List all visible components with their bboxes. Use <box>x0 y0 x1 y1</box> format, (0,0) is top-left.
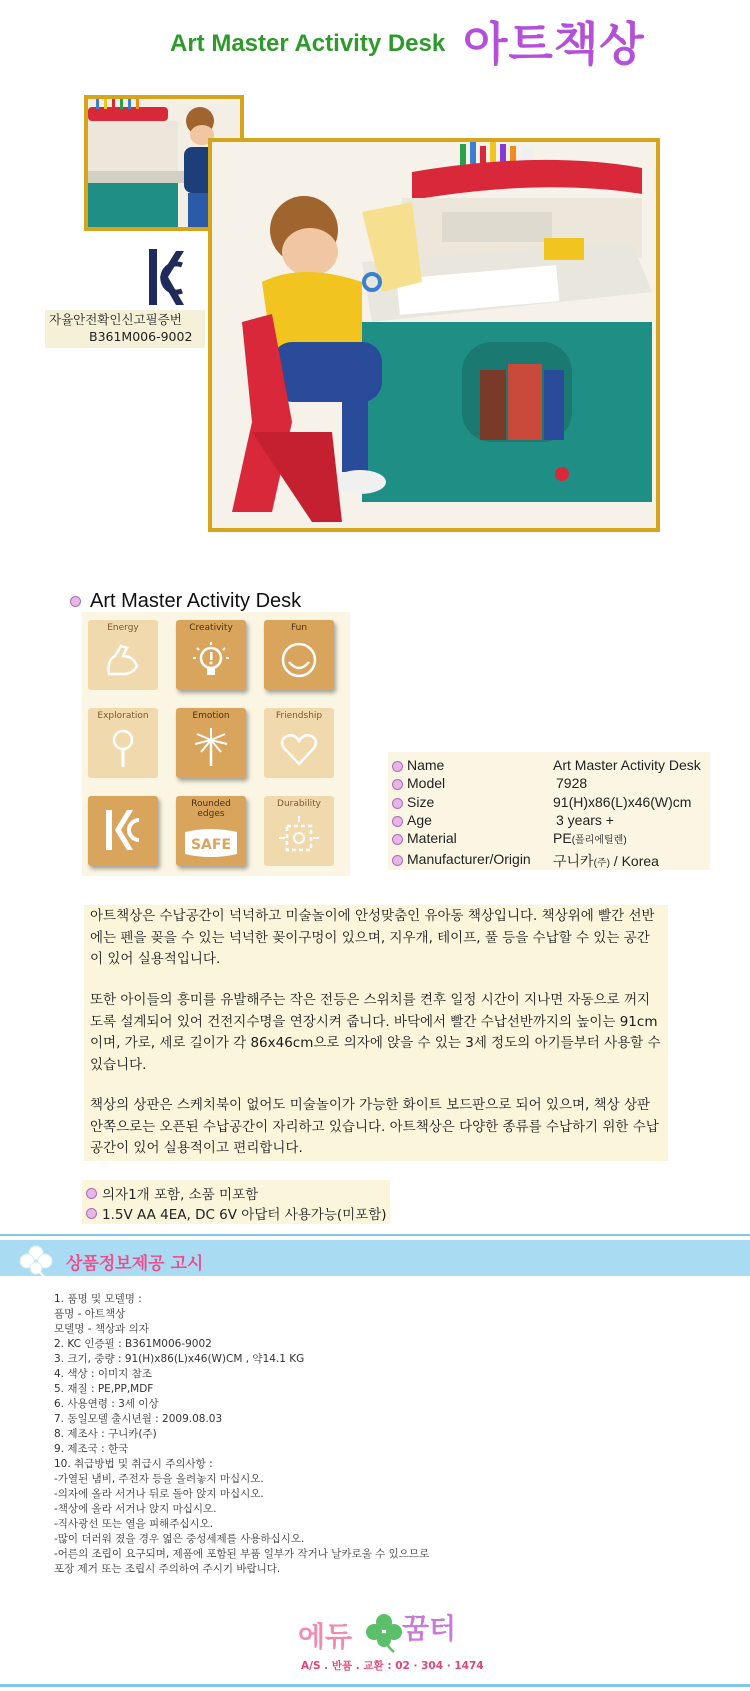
divider <box>0 1684 750 1687</box>
info-line: -가열된 냄비, 주전자 등을 올려놓지 마십시오. <box>54 1473 264 1485</box>
certification-number: B361M006-9002 <box>89 329 193 344</box>
info-line: 품명 - 아트책상 <box>54 1308 126 1320</box>
divider <box>0 1234 750 1236</box>
info-section-title: 상품정보제공 고시 <box>66 1254 204 1274</box>
spec-row-size: Size 91(H)x86(L)x46(W)cm <box>388 794 710 812</box>
clover-icon <box>14 1244 58 1278</box>
info-line: 6. 사용연령 : 3세 이상 <box>54 1398 159 1410</box>
bullet-icon <box>392 779 403 790</box>
description-paragraph: 또한 아이들의 흥미를 유발해주는 작은 전등은 스위치를 켠후 일정 시간이 지나면 자동으로 꺼지도록 설계되어 있어 건전지수명을 연장시켜 줍니다. 바닥에서 빨간 수납선반까지의 높이는 91cm이며, 가로, 세로 길이가 각 86x46cm으로 의자에 앉을 수 있는 3세 정도의 아기들부터 사용할 수 있습니다. <box>90 992 661 1073</box>
clover-icon <box>366 1614 402 1647</box>
heart-icon <box>279 728 319 768</box>
info-line: 포장 제거 또는 조립시 주의하여 주시기 바랍니다. <box>54 1563 281 1575</box>
spec-row-model: Model 7928 <box>388 775 710 793</box>
feature-tile-exploration: Exploration <box>88 708 158 778</box>
info-line: 10. 취급방법 및 취급시 주의사항 : <box>54 1458 213 1470</box>
info-line: -많이 더러워 졌을 경우 엷은 중성세제를 사용하십시오. <box>54 1533 305 1545</box>
info-line: -의자에 올라 서거나 뒤로 돌아 앉지 마십시오. <box>54 1488 264 1500</box>
info-line: 8. 제조사 : 구니카(주) <box>54 1428 157 1440</box>
info-line: 3. 크기, 중량 : 91(H)x86(L)x46(W)CM , 약14.1 KG <box>54 1353 305 1365</box>
product-notes: 의자1개 포함, 소품 미포함 1.5V AA 4EA, DC 6V 아답터 사용가능(미포함) <box>82 1180 390 1224</box>
feature-tile-durability: Durability <box>264 796 334 866</box>
spec-value-material: PE(폴리에틸렌) <box>553 830 627 846</box>
feature-tile-rounded-edges: Rounded edges SAFE <box>176 796 246 866</box>
spec-table <box>388 752 710 870</box>
muscle-arm-icon <box>103 640 143 680</box>
bullet-icon <box>392 855 403 866</box>
edu-kkumteo-logo <box>298 1606 468 1656</box>
palm-tree-icon <box>191 728 231 768</box>
certification-label: 자율안전확인신고필증번 <box>49 312 182 327</box>
bullet-icon <box>70 596 81 607</box>
info-line: -직사광선 또는 열을 피해주십시오. <box>54 1518 214 1530</box>
feature-icon-grid <box>82 612 350 876</box>
product-photo-main <box>208 138 660 532</box>
product-title-en: Art Master Activity Desk <box>170 30 446 57</box>
bullet-icon <box>86 1188 97 1199</box>
info-line: -책상에 올라 서거나 앉지 마십시오. <box>54 1503 217 1515</box>
kc-mark-icon <box>103 808 143 852</box>
certification-info <box>45 310 205 348</box>
feature-tile-energy: Energy <box>88 620 158 690</box>
product-description <box>84 905 668 1161</box>
customer-service-phone: A/S . 반품 . 교환 : 02 · 304 · 1474 <box>301 1660 484 1672</box>
info-line: 4. 색상 : 이미지 참조 <box>54 1368 152 1380</box>
spec-row-manufacturer: Manufacturer/Origin 구니카(주) / Korea <box>388 851 710 869</box>
bullet-icon <box>392 761 403 772</box>
logo-text-right: 꿈터 <box>402 1612 457 1645</box>
spec-row-name: Name Art Master Activity Desk <box>388 757 710 775</box>
info-line: -어른의 조립이 요구되며, 제품에 포함된 부품 일부가 작거나 날카로울 수 있으므로 <box>54 1548 430 1560</box>
spec-row-age: Age 3 years + <box>388 812 710 830</box>
info-line: 1. 품명 및 모델명 : <box>54 1293 142 1305</box>
spec-row-material: Material PE(폴리에틸렌) <box>388 830 710 848</box>
product-title-ko: 아트책상 <box>463 17 645 71</box>
safe-badge-icon <box>183 828 239 858</box>
info-line: 5. 재질 : PE,PP,MDF <box>54 1383 154 1395</box>
spec-value-manufacturer: 구니카(주) / Korea <box>553 853 659 869</box>
lightbulb-icon <box>191 640 231 680</box>
magnifying-glass-icon <box>103 728 143 768</box>
feature-tile-kc <box>88 796 158 866</box>
photo-child-drawing-at-desk <box>212 142 656 528</box>
feature-tile-creativity: Creativity <box>176 620 246 690</box>
bullet-icon <box>392 834 403 845</box>
description-paragraph: 아트책상은 수납공간이 넉넉하고 미술놀이에 안성맞춤인 유아동 책상입니다. 책상위에 빨간 선반에는 펜을 꽂을 수 있는 넉넉한 꽂이구멍이 있으며, 지우개, 테이프, 풀 등을 수납할 수 있는 공간이 있어 실용적입니다. <box>90 908 655 967</box>
feature-tile-friendship: Friendship <box>264 708 334 778</box>
durability-box-icon <box>279 816 319 856</box>
kc-certification-icon <box>146 245 186 311</box>
bullet-icon <box>392 798 403 809</box>
info-line: 7. 동일모델 출시년월 : 2009.08.03 <box>54 1413 223 1425</box>
info-line: 모델명 - 책상과 의자 <box>54 1323 149 1335</box>
features-title: Art Master Activity Desk <box>90 590 302 612</box>
info-line: 2. KC 인증필 : B361M006-9002 <box>54 1338 212 1350</box>
feature-tile-fun: Fun <box>264 620 334 690</box>
safe-badge-text: SAFE <box>190 837 232 853</box>
logo-text-left: 에듀 <box>298 1620 353 1653</box>
smiley-face-icon <box>279 640 319 680</box>
description-paragraph: 책상의 상판은 스케치북이 없어도 미술놀이가 가능한 화이트 보드판으로 되어 있으며, 책상 상판 안쪽으로는 오픈된 수납공간이 자리하고 있습니다. 아트책상은 다양한 종류를 수납하기 위한 수납공간이 있어 실용적이고 편리합니다. <box>90 1097 659 1156</box>
bullet-icon <box>86 1208 97 1219</box>
info-line: 9. 제조국 : 한국 <box>54 1443 129 1455</box>
bullet-icon <box>392 816 403 827</box>
feature-tile-emotion: Emotion <box>176 708 246 778</box>
